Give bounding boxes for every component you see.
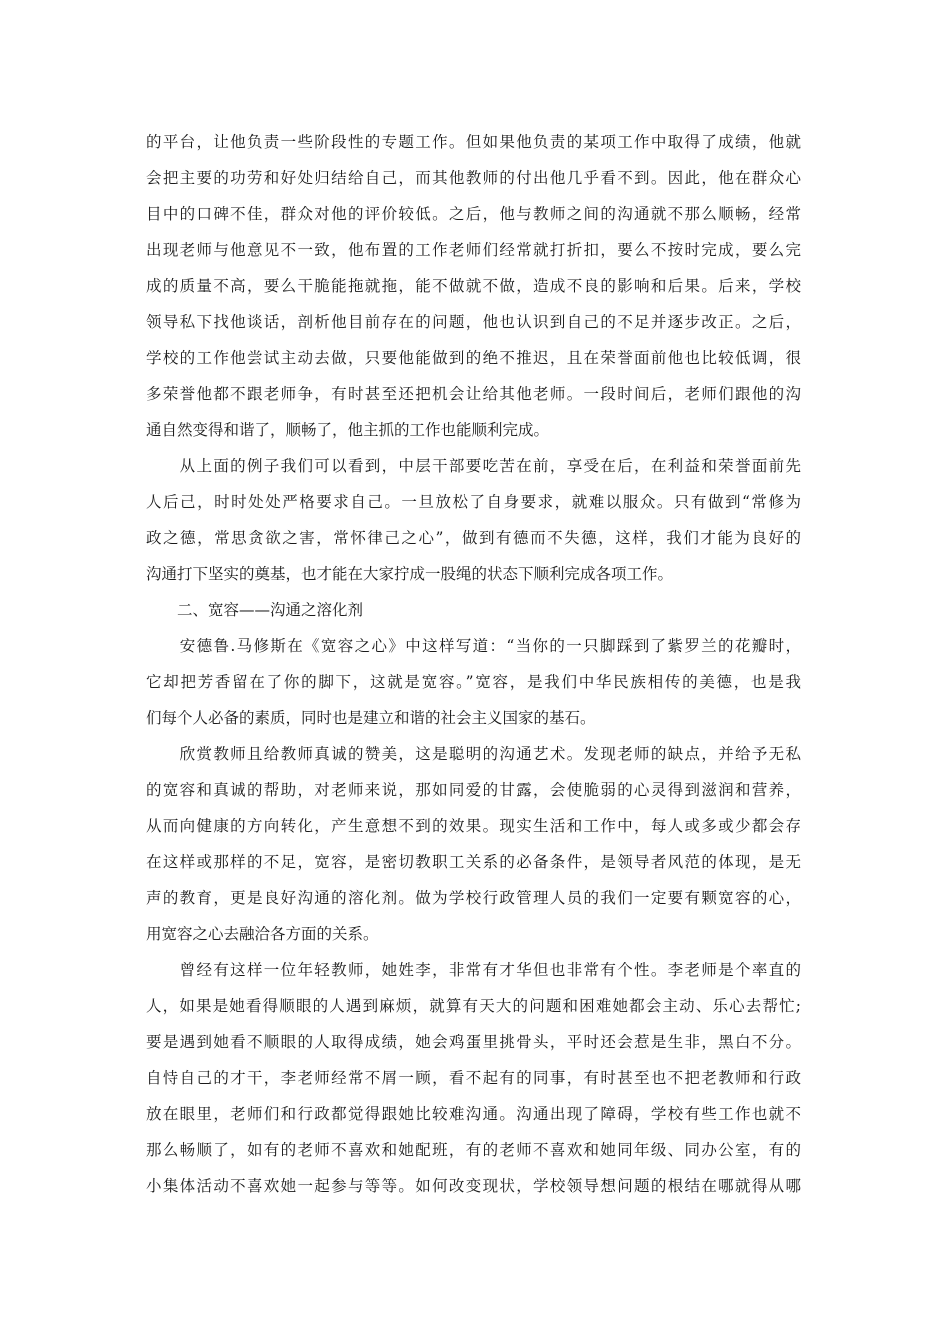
text-line: 的宽容和真诚的帮助，对老师来说，那如同爱的甘露，会使脆弱的心灵得到滋润和营养， [146,781,801,799]
text-line: 出现老师与他意见不一致，他布置的工作老师们经常就打折扣，要么不按时完成，要么完 [146,241,801,259]
text-line: 目中的口碑不佳，群众对他的评价较低。之后，他与教师之间的沟通就不那么顺畅，经常 [146,205,801,223]
text-line: 要是遇到她看不顺眼的人取得成绩，她会鸡蛋里挑骨头，平时还会惹是生非，黑白不分。 [146,1033,801,1051]
text-line: 用宽容之心去融洽各方面的关系。 [146,925,379,943]
text-line: 从上面的例子我们可以看到，中层干部要吃苦在前，享受在后，在利益和荣誉面前先 [146,457,801,475]
body-text [146,124,801,1204]
text-line: 放在眼里，老师们和行政都觉得跟她比较难沟通。沟通出现了障碍，学校有些工作也就不 [146,1105,801,1123]
text-line: 会把主要的功劳和好处归结给自己，而其他教师的付出他几乎看不到。因此，他在群众心 [146,169,801,187]
text-line: 成的质量不高，要么干脆能拖就拖，能不做就不做，造成不良的影响和后果。后来，学校 [146,277,801,295]
text-line: 通自然变得和谐了，顺畅了，他主抓的工作也能顺利完成。 [146,421,550,439]
text-line: 那么畅顺了，如有的老师不喜欢和她配班，有的老师不喜欢和她同年级、同办公室，有的 [146,1141,801,1159]
text-line: 领导私下找他谈话，剖析他目前存在的问题，他也认识到自己的不足并逐步改正。之后， [146,313,801,331]
text-line: 人，如果是她看得顺眼的人遇到麻烦，就算有天大的问题和困难她都会主动、乐心去帮忙; [146,997,801,1015]
text-line: 们每个人必备的素质，同时也是建立和谐的社会主义国家的基石。 [146,709,596,727]
text-line: 沟通打下坚实的奠基，也才能在大家拧成一股绳的状态下顺利完成各项工作。 [146,565,674,583]
text-line: 人后己，时时处处严格要求自己。一旦放松了自身要求，就难以服众。只有做到“常修为 [146,493,801,511]
text-line: 多荣誉他都不跟老师争，有时甚至还把机会让给其他老师。一段时间后，老师们跟他的沟 [146,385,801,403]
text-line: 政之德，常思贪欲之害，常怀律己之心”，做到有德而不失德，这样，我们才能为良好的 [146,529,801,547]
text-line: 它却把芳香留在了你的脚下，这就是宽容。”宽容，是我们中华民族相传的美德，也是我 [146,673,801,691]
text-line: 自恃自己的才干，李老师经常不屑一顾，看不起有的同事，有时甚至也不把老教师和行政 [146,1069,801,1087]
text-line: 安德鲁.马修斯在《宽容之心》中这样写道：“当你的一只脚踩到了紫罗兰的花瓣时， [146,637,801,655]
text-line: 从而向健康的方向转化，产生意想不到的效果。现实生活和工作中，每人或多或少都会存 [146,817,801,835]
text-line: 曾经有这样一位年轻教师，她姓李，非常有才华但也非常有个性。李老师是个率直的 [146,961,801,979]
text-line: 二、宽容——沟通之溶化剂 [146,601,364,619]
text-line: 的平台，让他负责一些阶段性的专题工作。但如果他负责的某项工作中取得了成绩，他就 [146,133,801,151]
text-line: 声的教育，更是良好沟通的溶化剂。做为学校行政管理人员的我们一定要有颗宽容的心， [146,889,801,907]
text-line: 欣赏教师且给教师真诚的赞美，这是聪明的沟通艺术。发现老师的缺点，并给予无私 [146,745,801,763]
text-line: 小集体活动不喜欢她一起参与等等。如何改变现状，学校领导想问题的根结在哪就得从哪 [146,1177,801,1195]
text-line: 学校的工作他尝试主动去做，只要他能做到的绝不推迟，且在荣誉面前他也比较低调，很 [146,349,801,367]
text-line: 在这样或那样的不足，宽容，是密切教职工关系的必备条件，是领导者风范的体现，是无 [146,853,801,871]
